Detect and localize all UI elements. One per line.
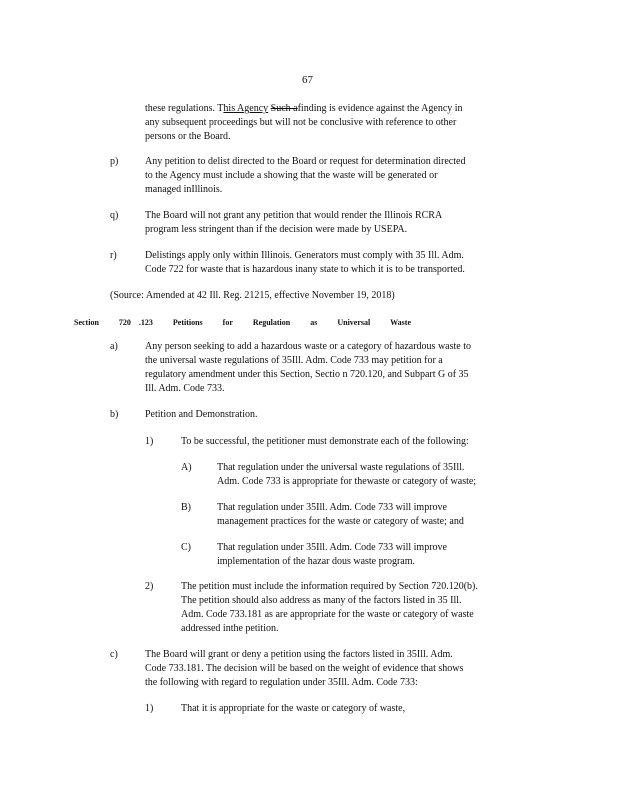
subparagraph-label: C) <box>181 542 191 553</box>
inserted-text: his Agency <box>223 103 269 114</box>
subsection-c-text: The Board will grant or deny a petition using the factors listed in 35Ill. Adm. Code 733.181. The decision will be based on the weight of evidence that shows the following with regard to regulation under 35Ill. Adm. Code 733: <box>145 649 464 688</box>
subparagraph-label: A) <box>181 462 192 473</box>
item-r-text: Delistings apply only within Illinois. Generators must comply with 35 Ill. Adm. Code 722 for waste that is hazardous inany state to which it is to be transported. <box>145 250 465 275</box>
item-q-text: The Board will not grant any petition that would render the Illinois RCRA program less stringent than if the decision were made by USEPA. <box>145 210 443 235</box>
subsection-a-text: Any person seeking to add a hazardous waste or a category of hazardous waste to the universal waste regulations of 35Ill. Adm. Code 733 may petition for a regulatory amendment under this Section, Sectio n 720.120, and Subpart G of 35 Ill. Adm. Code 733. <box>145 341 471 394</box>
subsection-label: a) <box>110 341 118 352</box>
subsection-b-text: Petition and Demonstration. <box>145 409 258 420</box>
item-label: p) <box>110 156 119 167</box>
paragraph-label: 1) <box>145 703 154 714</box>
paragraph-2-text: The petition must include the information required by Section 720.120(b). The petition should also address as many of the factors listed in 35 Ill. Adm. Code 733.181 as are appropriate for the waste or category of waste addressed inthe petition. <box>181 581 478 634</box>
subsection-label: c) <box>110 649 118 660</box>
paragraph-label: 2) <box>145 581 154 592</box>
subparagraph-b-text: That regulation under 35Ill. Adm. Code 733 will improve management practices for the waste or category of waste; and <box>217 502 464 527</box>
page-number: 67 <box>302 74 313 86</box>
item-p-text: Any petition to delist directed to the Board or request for determination directed to the Agency must include a showing that the waste will be generated or managed inIllinois. <box>145 156 466 195</box>
paragraph-1-text: To be successful, the petitioner must demonstrate each of the following: <box>181 436 469 447</box>
deleted-text: Such a <box>270 103 298 114</box>
paragraph-c1-text: That it is appropriate for the waste or category of waste, <box>181 703 406 714</box>
subparagraph-c-text: That regulation under 35Ill. Adm. Code 733 will improve implementation of the hazar dous waste program. <box>217 542 447 567</box>
item-label: r) <box>110 250 117 261</box>
subparagraph-label: B) <box>181 502 191 513</box>
subsection-label: b) <box>110 409 119 420</box>
section-heading: Section 720 .123 Petitions for Regulation as Universal Waste <box>74 318 411 327</box>
source-note: (Source: Amended at 42 Ill. Reg. 21215, effective November 19, 2018) <box>110 290 395 301</box>
intro-paragraph: these regulations. This Agency Such afinding is evidence against the Agency in any subsequent proceedings but will not be conclusive with reference to other persons or the Board. <box>145 103 463 142</box>
paragraph-label: 1) <box>145 436 154 447</box>
subparagraph-a-text: That regulation under the universal waste regulations of 35Ill. Adm. Code 733 is appropriate for thewaste or category of waste; <box>217 462 477 487</box>
item-label: q) <box>110 210 119 221</box>
